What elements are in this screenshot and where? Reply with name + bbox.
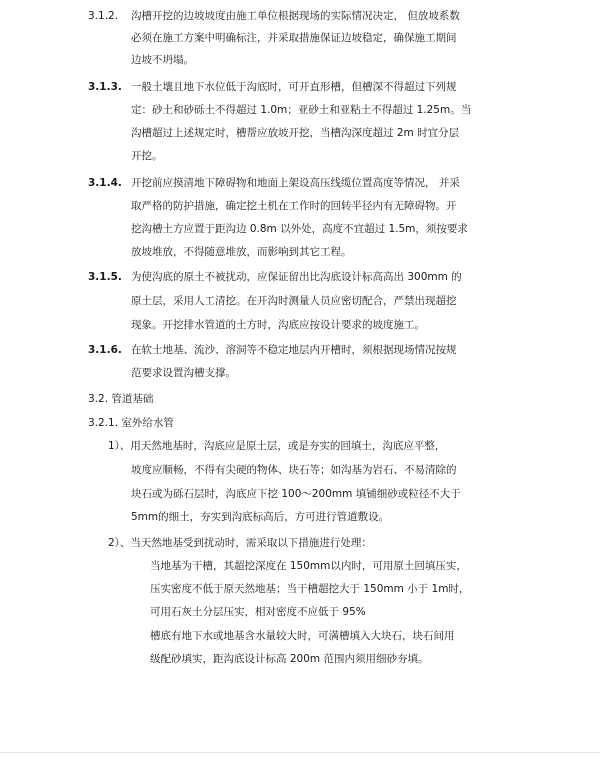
text-line: 范要求设置沟槽支撑。 xyxy=(131,367,236,379)
text-line: 一般土壤且地下水位低于沟底时，可开直形槽，但槽深不得超过下列规 xyxy=(131,81,457,93)
text-line: 槽底有地下水或地基含水量较大时，可满槽填入大块石，块石间用 xyxy=(150,630,455,642)
list-item: 2）、当天然地基受到扰动时，需采取以下措施进行处理： xyxy=(108,537,372,549)
text-line: 必须在施工方案中明确标注，并采取措施保证边坡稳定，确保施工期间 xyxy=(131,32,457,44)
list-item: 1）、用天然地基时，沟底应是原土层，或是夯实的回填土，沟底应平整， xyxy=(108,440,446,452)
text-line: 放坡堆放，不得随意堆放，而影响到其它工程。 xyxy=(131,246,352,258)
page-bottom-divider xyxy=(0,752,600,753)
text-line: 在软土地基、流沙、溶洞等不稳定地层内开槽时，须根据现场情况按规 xyxy=(131,344,457,356)
text-line: 挖沟槽土方应置于距沟边 0.8m 以外处，高度不宜超过 1.5m，须按要求 xyxy=(131,223,468,235)
text-line: 取严格的防护措施，确定挖土机在工作时的回转半径内有无障碍物。开 xyxy=(131,200,457,212)
text-line: 块石或为砾石层时，沟底应下挖 100～200mm 填铺细砂或粒径不大于 xyxy=(131,488,461,500)
text-line: 当地基为干槽，其超挖深度在 150mm以内时，可用原土回填压实， xyxy=(150,560,467,572)
text-line: 级配砂填实，距沟底设计标高 200m 范围内须用细砂夯填。 xyxy=(150,653,429,665)
text-line: 开挖前应摸清地下障碍物和地面上架设高压线缆位置高度等情况， 并采 xyxy=(131,177,460,189)
text-line: 定：砂土和砂砾土不得超过 1.0m；亚砂土和亚粘土不得超过 1.25m。当 xyxy=(131,104,472,116)
section-number: 3.1.5. xyxy=(88,271,122,283)
section-number: 3.1.4. xyxy=(88,177,122,189)
text-line: 可用石灰土分层压实，相对密度不应低于 95% xyxy=(150,606,366,618)
text-line: 为使沟底的原土不被扰动，应保证留出比沟底设计标高高出 300mm 的 xyxy=(131,271,462,283)
section-number: 3.1.3. xyxy=(88,81,122,93)
text-line: 坡度应顺畅，不得有尖硬的物体、块石等；如沟基为岩石、不易清除的 xyxy=(131,464,457,476)
section-number: 3.1.6. xyxy=(88,344,122,356)
text-line: 原土层，采用人工清挖。在开沟时测量人员应密切配合，严禁出现超挖 xyxy=(131,295,457,307)
text-line: 现象。开挖排水管道的土方时，沟底应按设计要求的坡度施工。 xyxy=(131,319,425,331)
text-line: 压实密度不低于原天然地基；当干槽超挖大于 150mm 小于 1m时， xyxy=(150,583,470,595)
text-line: 边坡不坍塌。 xyxy=(131,54,194,66)
text-line: 沟槽开挖的边坡坡度由施工单位根据现场的实际情况决定， 但放坡系数 xyxy=(131,10,460,22)
text-line: 开挖。 xyxy=(131,150,163,162)
section-number: 3.1.2. xyxy=(88,10,119,22)
section-heading: 3.2. 管道基础 xyxy=(88,393,154,405)
text-line: 沟槽超过上述规定时，槽帮应放坡开挖，当槽沟深度超过 2m 时宜分层 xyxy=(131,127,460,139)
text-line: 5mm的细土，夯实到沟底标高后，方可进行管道敷设。 xyxy=(131,511,390,523)
subsection-heading: 3.2.1. 室外给水管 xyxy=(88,417,174,429)
